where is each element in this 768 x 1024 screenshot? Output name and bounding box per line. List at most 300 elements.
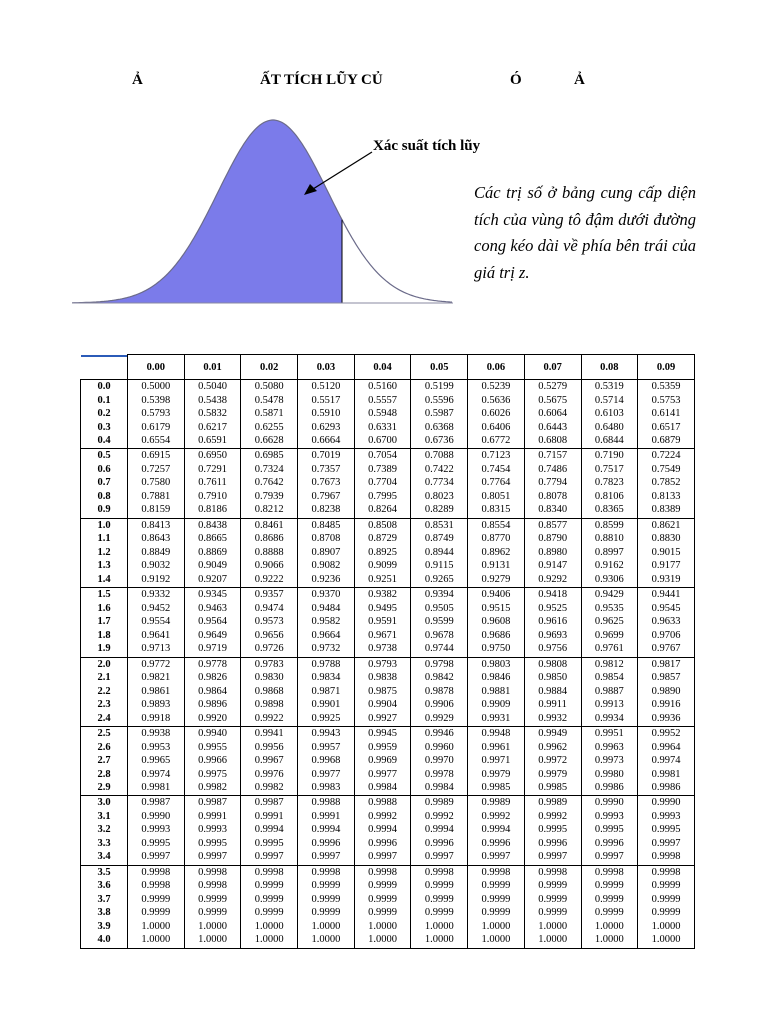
probability-value: 0.9963 <box>594 741 624 753</box>
probability-value: 0.8849 <box>141 546 171 558</box>
probability-value: 1.0000 <box>254 934 284 946</box>
probability-cell <box>241 518 298 587</box>
probability-value: 0.9998 <box>481 866 511 878</box>
probability-value: 0.9803 <box>481 658 511 670</box>
probability-cell <box>524 727 581 796</box>
z-value: 0.7 <box>97 477 111 489</box>
probability-value: 0.9608 <box>481 616 511 628</box>
probability-value: 0.9951 <box>594 728 624 740</box>
probability-value: 0.9744 <box>424 643 454 655</box>
z-value: 1.1 <box>97 533 111 545</box>
probability-cell <box>468 380 525 449</box>
probability-cell <box>468 588 525 657</box>
probability-value: 0.5871 <box>254 408 284 419</box>
probability-value: 0.9987 <box>198 797 227 809</box>
probability-value: 0.9982 <box>198 782 227 794</box>
probability-value: 0.9974 <box>651 755 681 767</box>
probability-cell <box>524 518 581 587</box>
probability-value: 0.9279 <box>481 573 511 585</box>
probability-value: 0.8186 <box>198 504 227 516</box>
probability-value: 0.9382 <box>368 589 398 601</box>
shaded-area <box>72 120 342 303</box>
probability-value: 0.9772 <box>141 658 171 670</box>
probability-value: 0.7794 <box>538 477 568 489</box>
probability-cell <box>468 796 525 865</box>
probability-value: 0.9999 <box>538 880 568 892</box>
z-value: 1.4 <box>97 573 111 585</box>
probability-cell <box>524 588 581 657</box>
probability-value: 0.6915 <box>141 450 171 462</box>
probability-value: 0.9946 <box>424 728 454 740</box>
probability-cell <box>128 380 185 449</box>
probability-value: 0.9984 <box>368 782 398 794</box>
z-value: 3.2 <box>97 824 111 836</box>
probability-cell <box>184 657 241 726</box>
probability-value: 0.9999 <box>481 893 511 905</box>
z-value: 1.5 <box>97 589 111 601</box>
probability-value: 0.8413 <box>141 519 171 531</box>
probability-cell <box>581 588 638 657</box>
probability-value: 0.8389 <box>651 504 681 516</box>
probability-value: 0.6406 <box>481 421 511 433</box>
probability-value: 0.9901 <box>311 699 341 711</box>
z-value: 2.8 <box>97 768 111 780</box>
probability-value: 0.9992 <box>481 810 511 822</box>
probability-value: 0.8997 <box>594 546 624 558</box>
probability-value: 0.9985 <box>481 782 511 794</box>
probability-value: 0.9981 <box>141 782 171 794</box>
probability-cell <box>524 380 581 449</box>
probability-value: 0.9993 <box>594 810 624 822</box>
title-fragment-3: Ó <box>510 72 522 88</box>
probability-value: 0.6591 <box>198 435 227 446</box>
probability-value: 0.5000 <box>141 381 171 392</box>
probability-value: 0.9969 <box>368 755 398 767</box>
probability-value: 0.9884 <box>538 685 568 697</box>
probability-cell <box>298 588 355 657</box>
probability-value: 0.9633 <box>651 616 681 628</box>
probability-value: 0.7673 <box>311 477 341 489</box>
probability-value: 0.6736 <box>424 435 454 446</box>
z-value-cell <box>81 657 128 726</box>
probability-cell <box>581 380 638 449</box>
probability-value: 0.8925 <box>368 546 398 558</box>
probability-value: 0.8289 <box>424 504 454 516</box>
z-value: 2.0 <box>97 658 111 670</box>
probability-value: 0.9830 <box>254 672 284 684</box>
probability-value: 0.9991 <box>254 810 284 822</box>
probability-value: 0.9999 <box>198 907 227 919</box>
probability-cell <box>468 449 525 518</box>
probability-value: 0.6808 <box>538 435 568 446</box>
probability-value: 0.9854 <box>594 672 624 684</box>
table-header-row <box>81 355 695 380</box>
probability-value: 0.9582 <box>311 616 341 628</box>
probability-value: 0.7257 <box>141 463 171 475</box>
probability-value: 0.9999 <box>651 907 681 919</box>
probability-cell <box>298 865 355 948</box>
probability-value: 0.8577 <box>538 519 568 531</box>
probability-value: 0.9192 <box>141 573 171 585</box>
probability-value: 0.9817 <box>651 658 681 670</box>
probability-value: 0.5478 <box>254 394 284 406</box>
probability-value: 0.9573 <box>254 616 284 628</box>
probability-value: 0.8264 <box>368 504 398 516</box>
z-value: 0.9 <box>97 504 111 516</box>
probability-value: 0.9756 <box>538 643 568 655</box>
probability-value: 1.0000 <box>198 934 227 946</box>
probability-value: 0.9686 <box>481 629 511 641</box>
probability-value: 1.0000 <box>594 920 624 932</box>
probability-value: 0.7910 <box>198 490 227 502</box>
probability-cell <box>638 380 695 449</box>
probability-value: 0.9177 <box>651 560 681 572</box>
probability-cell <box>468 657 525 726</box>
probability-value: 0.9115 <box>425 560 454 572</box>
probability-value: 0.8106 <box>594 490 624 502</box>
probability-value: 1.0000 <box>368 920 398 932</box>
probability-value: 0.6179 <box>141 421 171 433</box>
probability-value: 0.9995 <box>538 824 568 836</box>
probability-value: 0.9988 <box>311 797 341 809</box>
probability-value: 0.9925 <box>311 712 341 724</box>
probability-value: 0.9953 <box>141 741 171 753</box>
probability-value: 0.9222 <box>254 573 284 585</box>
probability-value: 0.9306 <box>594 573 624 585</box>
probability-value: 0.9996 <box>424 837 454 849</box>
probability-value: 0.8365 <box>594 504 624 516</box>
probability-value: 0.5948 <box>368 408 398 419</box>
probability-value: 0.9998 <box>651 851 681 863</box>
probability-value: 0.9974 <box>141 768 171 780</box>
z-value: 1.9 <box>97 643 111 655</box>
z-value-cell <box>81 518 128 587</box>
probability-value: 0.5910 <box>311 408 341 419</box>
probability-value: 0.9994 <box>254 824 284 836</box>
probability-value: 0.8078 <box>538 490 568 502</box>
z-value: 2.2 <box>97 685 111 697</box>
probability-value: 0.9750 <box>481 643 511 655</box>
probability-value: 0.9987 <box>141 797 171 809</box>
probability-cell <box>354 588 411 657</box>
probability-value: 0.9738 <box>368 643 398 655</box>
probability-value: 0.9207 <box>198 573 227 585</box>
probability-value: 0.9898 <box>254 699 284 711</box>
probability-value: 0.9893 <box>141 699 171 711</box>
probability-value: 0.6026 <box>481 408 511 419</box>
title-fragment-4: Ả <box>574 72 585 88</box>
probability-cell <box>354 865 411 948</box>
probability-value: 0.9961 <box>481 741 511 753</box>
probability-value: 0.9920 <box>198 712 227 724</box>
probability-value: 0.8830 <box>651 533 681 545</box>
title-fragment-1: Ả <box>132 72 143 88</box>
probability-value: 0.8962 <box>481 546 511 558</box>
probability-cell <box>128 657 185 726</box>
probability-value: 0.9991 <box>311 810 341 822</box>
probability-value: 0.9999 <box>141 893 171 905</box>
probability-cell <box>638 865 695 948</box>
probability-value: 0.9082 <box>311 560 341 572</box>
probability-value: 0.9441 <box>651 589 681 601</box>
probability-value: 0.5199 <box>424 381 454 392</box>
probability-cell <box>354 657 411 726</box>
probability-value: 0.9998 <box>141 866 171 878</box>
probability-value: 0.5714 <box>594 394 624 406</box>
probability-cell <box>581 518 638 587</box>
probability-value: 0.9989 <box>424 797 454 809</box>
probability-value: 0.6844 <box>594 435 624 446</box>
z-value: 3.9 <box>97 920 111 932</box>
probability-value: 0.9871 <box>311 685 341 697</box>
probability-value: 0.9826 <box>198 672 227 684</box>
probability-value: 0.7852 <box>651 477 681 489</box>
z-value: 4.0 <box>97 934 111 946</box>
z-value: 0.3 <box>97 421 111 433</box>
probability-value: 0.9971 <box>481 755 511 767</box>
probability-value: 0.9505 <box>424 602 454 614</box>
probability-value: 0.6480 <box>594 421 624 433</box>
probability-value: 0.6772 <box>481 435 511 446</box>
probability-value: 0.9664 <box>311 629 341 641</box>
probability-value: 0.7580 <box>141 477 171 489</box>
probability-value: 0.6700 <box>368 435 398 446</box>
probability-value: 0.9999 <box>424 893 454 905</box>
probability-cell <box>638 796 695 865</box>
z-value: 3.1 <box>97 810 111 822</box>
table-row-group <box>81 449 695 518</box>
probability-value: 0.9999 <box>424 880 454 892</box>
z-value: 1.0 <box>97 519 111 531</box>
probability-cell <box>184 727 241 796</box>
probability-value: 0.9997 <box>198 851 227 863</box>
probability-cell <box>411 518 468 587</box>
probability-value: 0.5080 <box>254 381 284 392</box>
probability-value: 0.9357 <box>254 589 284 601</box>
probability-value: 0.7389 <box>368 463 398 475</box>
z-value: 0.4 <box>97 435 111 446</box>
probability-value: 0.9999 <box>254 907 284 919</box>
probability-value: 0.9857 <box>651 672 681 684</box>
probability-value: 0.5987 <box>424 408 454 419</box>
probability-value: 0.9966 <box>198 755 227 767</box>
probability-value: 0.7881 <box>141 490 171 502</box>
probability-value: 0.9821 <box>141 672 171 684</box>
probability-value: 0.7995 <box>368 490 398 502</box>
probability-value: 0.6064 <box>538 408 568 419</box>
probability-value: 0.9999 <box>368 893 398 905</box>
probability-value: 0.9982 <box>254 782 284 794</box>
probability-value: 0.9992 <box>368 810 398 822</box>
probability-value: 0.9975 <box>198 768 227 780</box>
probability-value: 1.0000 <box>538 920 568 932</box>
probability-value: 0.9990 <box>651 797 681 809</box>
probability-value: 0.9999 <box>538 893 568 905</box>
probability-value: 0.9236 <box>311 573 341 585</box>
column-header: 0.06 <box>468 355 525 380</box>
probability-value: 0.9998 <box>424 866 454 878</box>
probability-value: 0.9997 <box>311 851 341 863</box>
probability-cell <box>411 588 468 657</box>
z-value: 0.0 <box>97 381 111 392</box>
probability-cell <box>581 865 638 948</box>
probability-value: 0.9726 <box>254 643 284 655</box>
probability-value: 0.7357 <box>311 463 341 475</box>
probability-value: 0.9099 <box>368 560 398 572</box>
probability-value: 0.7967 <box>311 490 341 502</box>
probability-value: 0.6217 <box>198 421 227 433</box>
z-value: 2.3 <box>97 699 111 711</box>
probability-value: 0.9994 <box>481 824 511 836</box>
probability-value: 0.9251 <box>368 573 398 585</box>
probability-value: 0.8212 <box>254 504 284 516</box>
probability-value: 0.5517 <box>311 394 341 406</box>
z-table <box>80 354 695 949</box>
probability-value: 1.0000 <box>141 920 171 932</box>
probability-value: 0.8790 <box>538 533 568 545</box>
probability-cell <box>411 796 468 865</box>
probability-value: 0.9985 <box>538 782 568 794</box>
probability-value: 0.9484 <box>311 602 341 614</box>
probability-value: 0.7764 <box>481 477 511 489</box>
probability-value: 0.9916 <box>651 699 681 711</box>
probability-cell <box>241 449 298 518</box>
probability-value: 0.9864 <box>198 685 227 697</box>
probability-value: 0.9992 <box>424 810 454 822</box>
probability-value: 0.9977 <box>368 768 398 780</box>
table-row-group <box>81 727 695 796</box>
probability-value: 0.8238 <box>311 504 341 516</box>
probability-value: 0.6664 <box>311 435 341 446</box>
probability-value: 0.7704 <box>368 477 398 489</box>
probability-value: 1.0000 <box>538 934 568 946</box>
probability-value: 0.9788 <box>311 658 341 670</box>
probability-value: 0.9896 <box>198 699 227 711</box>
probability-value: 0.9979 <box>481 768 511 780</box>
probability-value: 0.9998 <box>594 866 624 878</box>
probability-value: 0.5239 <box>481 381 511 392</box>
probability-value: 0.9948 <box>481 728 511 740</box>
probability-value: 0.7486 <box>538 463 568 475</box>
probability-value: 0.9767 <box>651 643 681 655</box>
probability-value: 0.9998 <box>368 866 398 878</box>
probability-value: 0.8554 <box>481 519 511 531</box>
arrow-shaft <box>313 152 372 189</box>
probability-value: 0.9049 <box>198 560 227 572</box>
probability-value: 0.9846 <box>481 672 511 684</box>
table-row-group <box>81 865 695 948</box>
z-value: 1.6 <box>97 602 111 614</box>
probability-cell <box>241 727 298 796</box>
probability-value: 0.5596 <box>424 394 454 406</box>
probability-value: 0.8315 <box>481 504 511 516</box>
probability-value: 0.7123 <box>481 450 511 462</box>
probability-cell <box>128 796 185 865</box>
probability-cell <box>468 727 525 796</box>
probability-value: 0.9370 <box>311 589 341 601</box>
probability-cell <box>524 865 581 948</box>
z-value: 3.6 <box>97 880 111 892</box>
probability-value: 0.5319 <box>594 381 624 392</box>
z-value: 1.2 <box>97 546 111 558</box>
probability-value: 0.9999 <box>481 907 511 919</box>
probability-cell <box>128 449 185 518</box>
probability-value: 0.9990 <box>594 797 624 809</box>
probability-value: 0.9986 <box>594 782 624 794</box>
probability-value: 0.8051 <box>481 490 511 502</box>
probability-cell <box>184 796 241 865</box>
probability-value: 0.9983 <box>311 782 341 794</box>
z-value: 2.6 <box>97 741 111 753</box>
z-value: 1.7 <box>97 616 111 628</box>
probability-value: 0.6554 <box>141 435 171 446</box>
probability-value: 0.9699 <box>594 629 624 641</box>
probability-value: 0.9936 <box>651 712 681 724</box>
probability-value: 0.8023 <box>424 490 454 502</box>
probability-value: 0.9999 <box>368 880 398 892</box>
probability-value: 0.9960 <box>424 741 454 753</box>
probability-value: 0.7019 <box>311 450 341 462</box>
probability-value: 0.5279 <box>538 381 568 392</box>
probability-value: 0.9850 <box>538 672 568 684</box>
probability-value: 0.9906 <box>424 699 454 711</box>
probability-value: 0.9999 <box>311 893 341 905</box>
probability-cell <box>411 865 468 948</box>
probability-value: 0.9949 <box>538 728 568 740</box>
probability-value: 0.9131 <box>481 560 511 572</box>
probability-cell <box>241 796 298 865</box>
z-value: 3.4 <box>97 851 111 863</box>
probability-value: 0.9927 <box>368 712 398 724</box>
probability-value: 0.8749 <box>424 533 454 545</box>
probability-value: 0.9996 <box>481 837 511 849</box>
probability-value: 0.9999 <box>651 893 681 905</box>
probability-value: 0.9986 <box>651 782 681 794</box>
probability-value: 0.9992 <box>538 810 568 822</box>
probability-value: 1.0000 <box>481 934 511 946</box>
probability-value: 0.9463 <box>198 602 227 614</box>
probability-value: 0.9911 <box>538 699 567 711</box>
probability-value: 0.9929 <box>424 712 454 724</box>
probability-value: 0.9292 <box>538 573 568 585</box>
probability-value: 0.9977 <box>311 768 341 780</box>
probability-value: 0.8869 <box>198 546 227 558</box>
probability-value: 0.8485 <box>311 519 341 531</box>
probability-value: 0.8643 <box>141 533 171 545</box>
probability-value: 0.9890 <box>651 685 681 697</box>
probability-value: 0.9999 <box>311 880 341 892</box>
probability-cell <box>128 588 185 657</box>
probability-value: 0.9875 <box>368 685 398 697</box>
probability-value: 0.9693 <box>538 629 568 641</box>
z-value: 0.5 <box>97 450 111 462</box>
z-value-cell <box>81 796 128 865</box>
probability-cell <box>638 657 695 726</box>
probability-value: 0.7224 <box>651 450 681 462</box>
z-value: 3.5 <box>97 866 111 878</box>
probability-value: 0.7054 <box>368 450 398 462</box>
probability-value: 0.9918 <box>141 712 171 724</box>
probability-value: 0.9997 <box>538 851 568 863</box>
probability-value: 0.9564 <box>198 616 227 628</box>
probability-value: 0.9881 <box>481 685 511 697</box>
probability-value: 0.6628 <box>254 435 284 446</box>
probability-value: 0.8531 <box>424 519 454 531</box>
probability-value: 0.9793 <box>368 658 398 670</box>
probability-value: 0.9922 <box>254 712 284 724</box>
probability-value: 0.9798 <box>424 658 454 670</box>
probability-value: 0.9319 <box>651 573 681 585</box>
